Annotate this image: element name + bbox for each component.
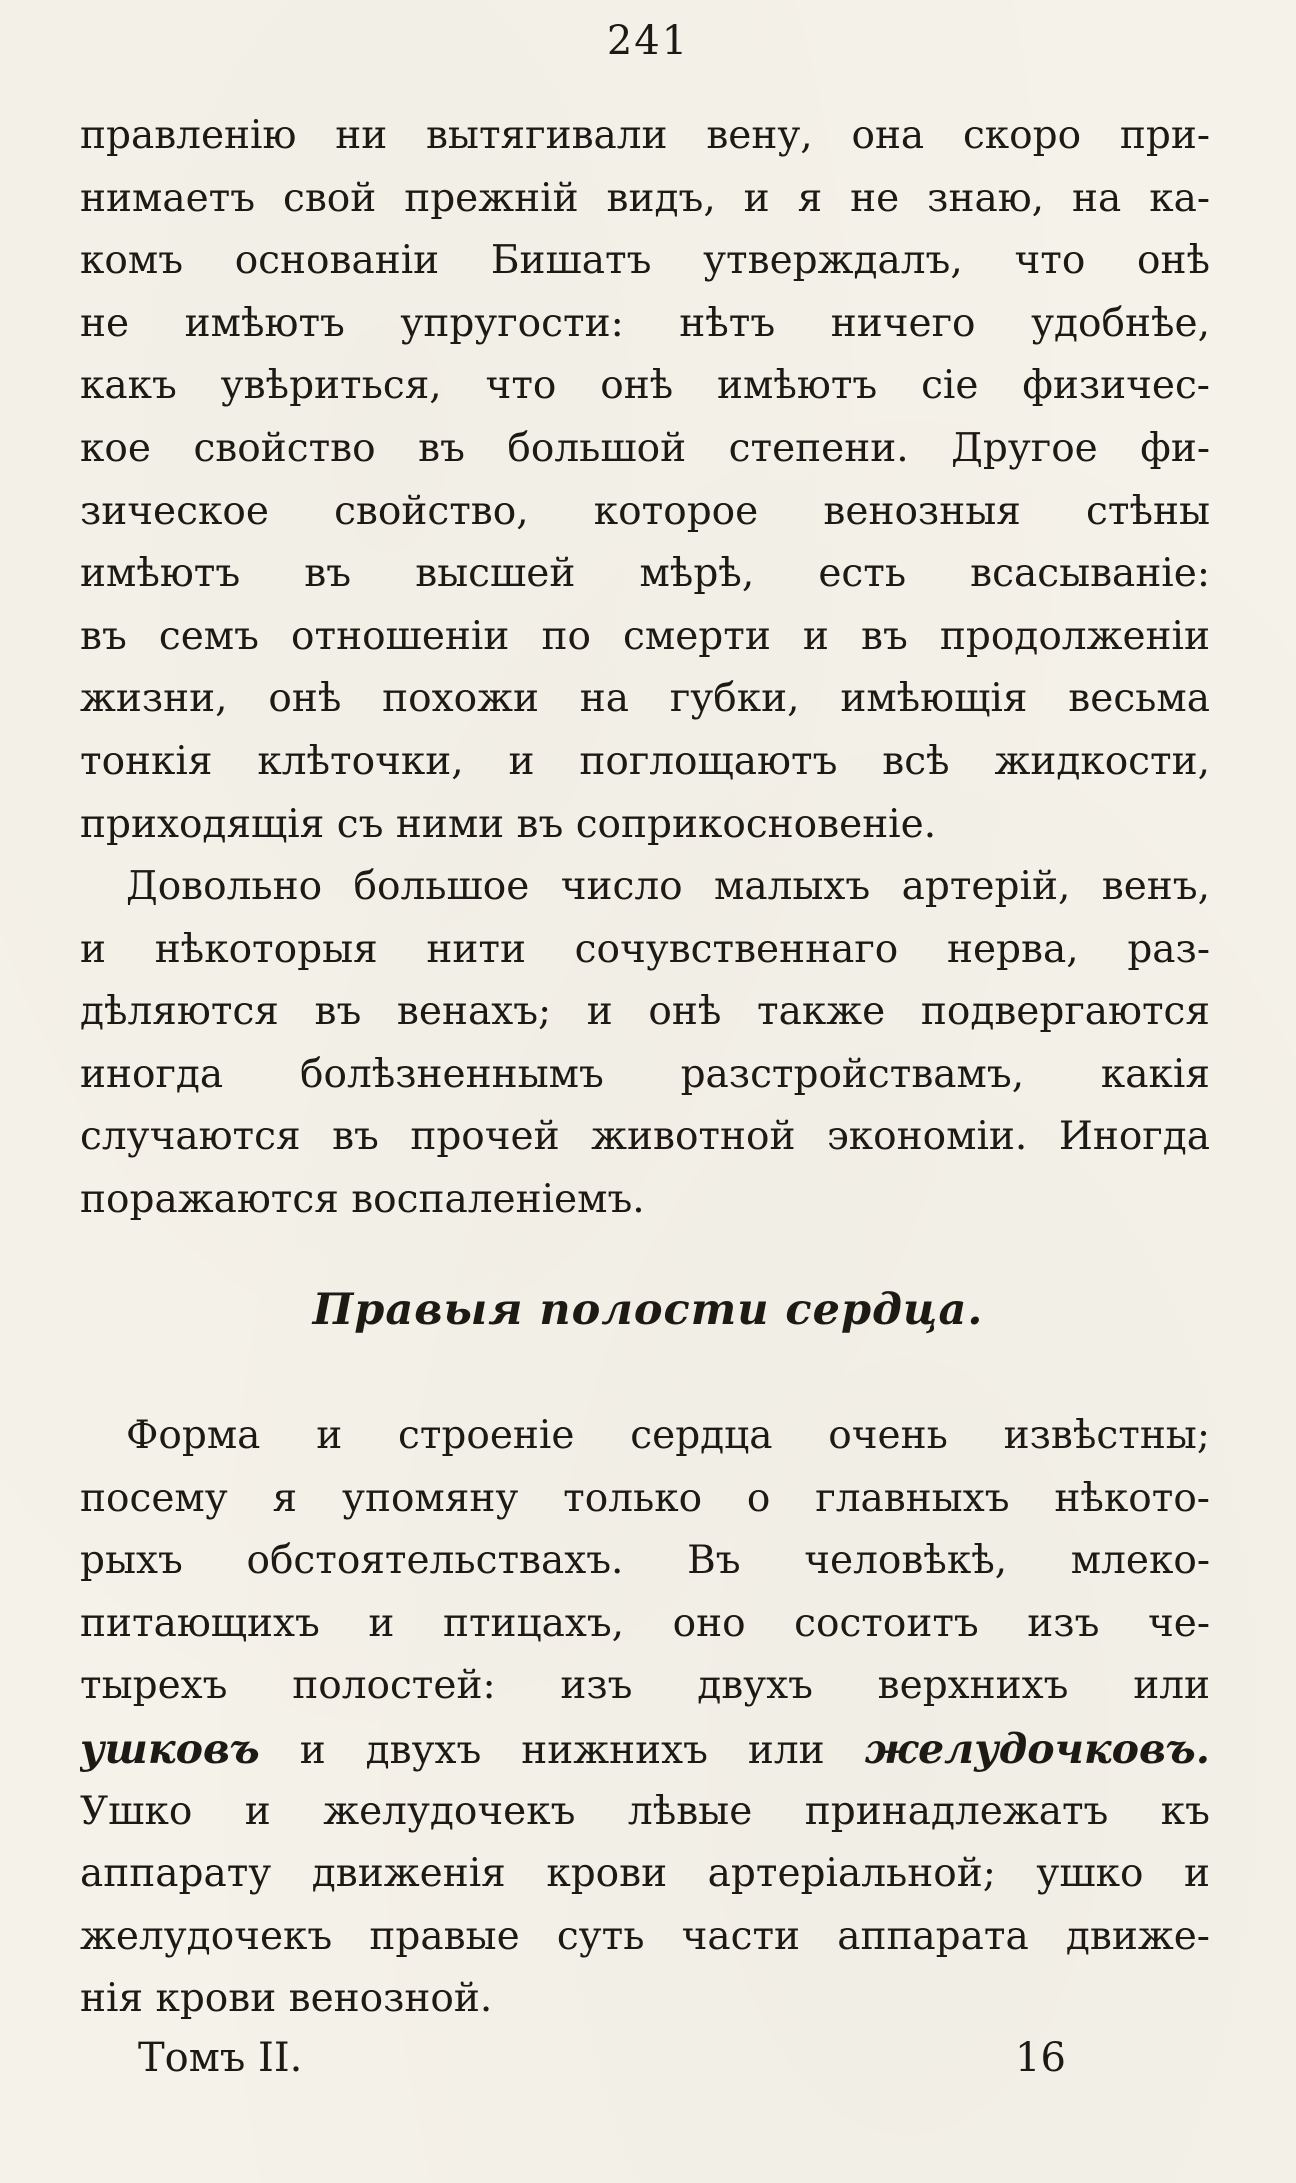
text-line: жизни, онѣ похожи на губки, имѣющія весьма <box>80 676 1210 722</box>
paragraph-heart <box>80 1405 1210 2031</box>
text-line: желудочекъ правые суть части аппарата движе- <box>80 1913 1210 1959</box>
text-line: имѣютъ въ высшей мѣрѣ, есть всасываніе: <box>80 551 1210 597</box>
text-line: комъ основаніи Бишатъ утверждалъ, что онѣ <box>80 238 1210 284</box>
paragraph-continuation <box>80 105 1210 856</box>
text-line: приходящія съ ними въ соприкосновеніе. <box>80 801 937 847</box>
text-line: нія крови венозной. <box>80 1976 493 2022</box>
text-line: посему я упомяну только о главныхъ нѣкото- <box>80 1475 1210 1521</box>
paragraph-vessels <box>80 856 1210 1232</box>
text-line: какъ увѣриться, что онѣ имѣютъ сіе физичес- <box>80 363 1210 409</box>
volume-mark: Томъ II. <box>138 2035 303 2081</box>
text-line: Форма и строеніе сердца очень извѣстны; <box>126 1413 1210 1458</box>
text-line: нимаетъ свой прежній видъ, и я не знаю, на ка- <box>80 175 1210 221</box>
italic-term: ушковъ <box>80 1724 260 1773</box>
text-line: кое свойство въ большой степени. Другое фи- <box>80 425 1210 471</box>
text-line: иногда болѣзненнымъ разстройствамъ, какія <box>80 1051 1210 1097</box>
text-line: дѣляются въ венахъ; и онѣ также подвергаются <box>80 989 1210 1035</box>
text-line: аппарату движенія крови артеріальной; ушко и <box>80 1851 1210 1897</box>
italic-term: желудочковъ. <box>864 1724 1210 1773</box>
text-line: въ семъ отношеніи по смерти и въ продолженіи <box>80 613 1210 659</box>
signature-mark: 16 <box>1015 2035 1066 2081</box>
text-line: не имѣютъ упругости: нѣтъ ничего удобнѣе, <box>80 300 1210 346</box>
text-line: тырехъ полостей: изъ двухъ верхнихъ или <box>80 1663 1210 1709</box>
text-line: Довольно большое число малыхъ артерій, венъ, <box>126 864 1210 909</box>
text-line: правленію ни вытягивали вену, она скоро при- <box>80 113 1210 158</box>
text-line: случаются въ прочей животной экономіи. Иногда <box>80 1114 1210 1160</box>
section-heading: Правыя полости сердца. <box>312 1285 984 1335</box>
page-number: 241 <box>606 18 690 64</box>
text-line: рыхъ обстоятельствахъ. Въ человѣкѣ, млеко- <box>80 1538 1210 1584</box>
text-line: поражаются воспаленіемъ. <box>80 1176 645 1222</box>
text-fragment: и двухъ нижнихъ или <box>299 1727 825 1773</box>
text-line: и нѣкоторыя нити сочувственнаго нерва, раз- <box>80 926 1210 972</box>
text-line: Ушко и желудочекъ лѣвые принадлежатъ къ <box>80 1788 1210 1834</box>
text-line: питающихъ и птицахъ, оно состоитъ изъ че- <box>80 1600 1210 1646</box>
text-line: зическое свойство, которое венозныя стѣны <box>80 488 1210 534</box>
text-line-mixed <box>80 1718 1210 1781</box>
text-line: тонкія клѣточки, и поглощаютъ всѣ жидкости, <box>80 738 1210 784</box>
